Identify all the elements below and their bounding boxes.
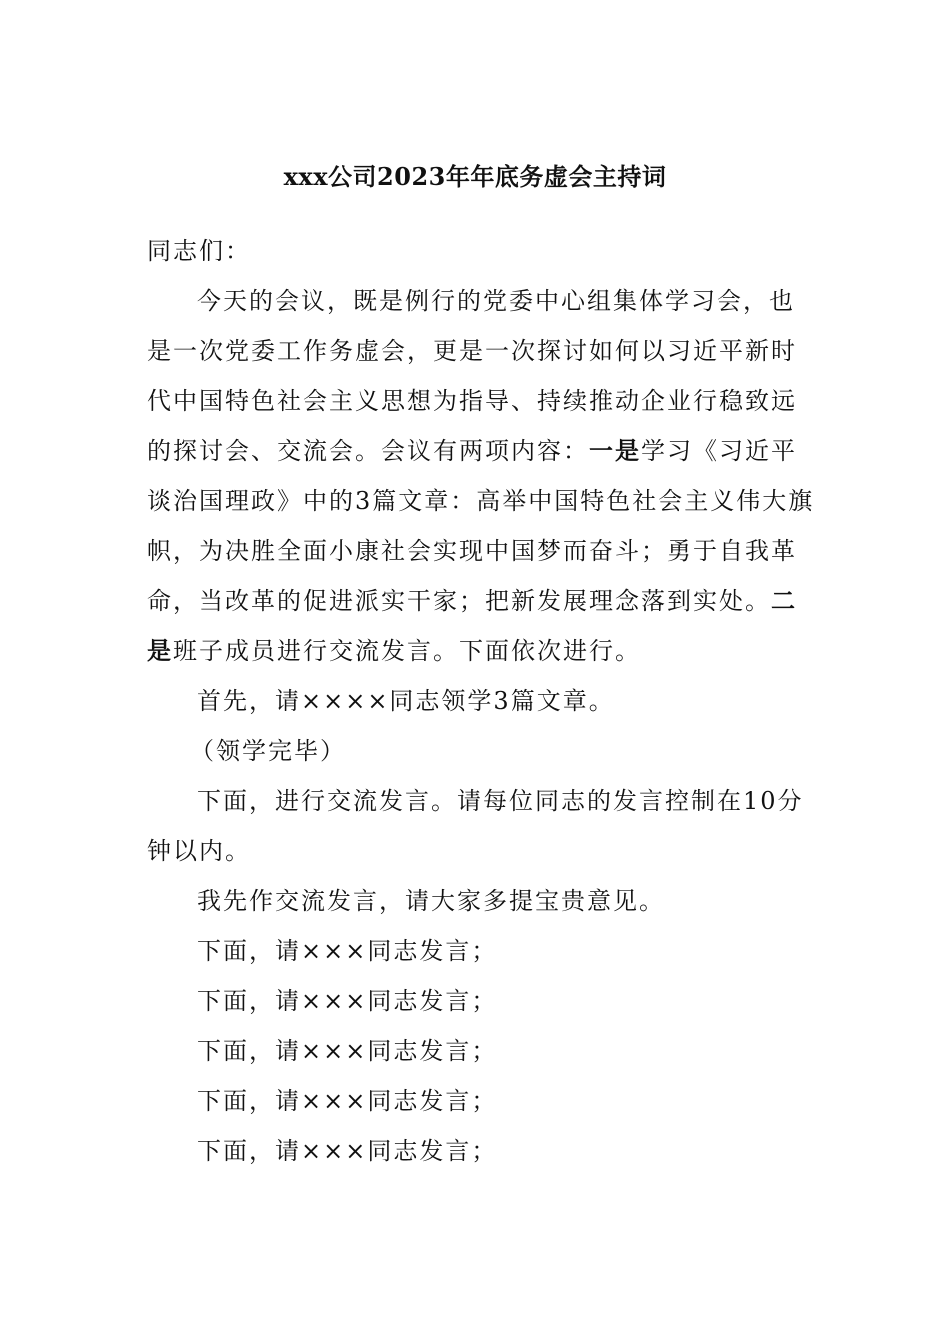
para3: （领学完毕） bbox=[190, 737, 346, 765]
item-one-marker: 一是 bbox=[589, 436, 641, 465]
speaker-line: 下面，请×××同志发言； bbox=[197, 1037, 498, 1065]
speaker-line: 下面，请×××同志发言； bbox=[197, 1137, 498, 1165]
para1-line5: 谈治国理政》中的3篇文章：高举中国特色社会主义伟大旗 bbox=[147, 487, 815, 515]
para1-line4 bbox=[147, 434, 827, 468]
para5: 我先作交流发言，请大家多提宝贵意见。 bbox=[197, 887, 665, 915]
document-title: xxx公司2023年年底务虚会主持词 bbox=[283, 162, 667, 191]
para1-line7 bbox=[147, 584, 827, 618]
para1-line2: 是一次党委工作务虚会，更是一次探讨如何以习近平新时 bbox=[147, 337, 797, 365]
para1-line1: 今天的会议，既是例行的党委中心组集体学习会，也 bbox=[197, 287, 795, 315]
item-two-marker-a: 二 bbox=[771, 586, 797, 615]
para1-line6: 帜，为决胜全面小康社会实现中国梦而奋斗；勇于自我革 bbox=[147, 537, 797, 565]
para1-line4-text-a: 的探讨会、交流会。会议有两项内容： bbox=[147, 437, 589, 465]
speaker-line: 下面，请×××同志发言； bbox=[197, 1087, 498, 1115]
para1-line8-text-b: 班子成员进行交流发言。下面依次进行。 bbox=[173, 637, 641, 665]
para1-line7-text-a: 命，当改革的促进派实干家；把新发展理念落到实处。 bbox=[147, 587, 771, 615]
para1-line3: 代中国特色社会主义思想为指导、持续推动企业行稳致远 bbox=[147, 387, 797, 415]
speaker-line: 下面，请×××同志发言； bbox=[197, 987, 498, 1015]
para1-line4-text-c: 学习《习近平 bbox=[641, 437, 797, 465]
speaker-line: 下面，请×××同志发言； bbox=[197, 937, 498, 965]
item-two-marker-b: 是 bbox=[147, 636, 173, 665]
greeting: 同志们： bbox=[147, 237, 251, 265]
para4-line1: 下面，进行交流发言。请每位同志的发言控制在10分 bbox=[197, 787, 804, 815]
para4-line2: 钟以内。 bbox=[147, 837, 251, 865]
para1-line8 bbox=[147, 634, 827, 668]
para2: 首先，请××××同志领学3篇文章。 bbox=[197, 687, 615, 715]
